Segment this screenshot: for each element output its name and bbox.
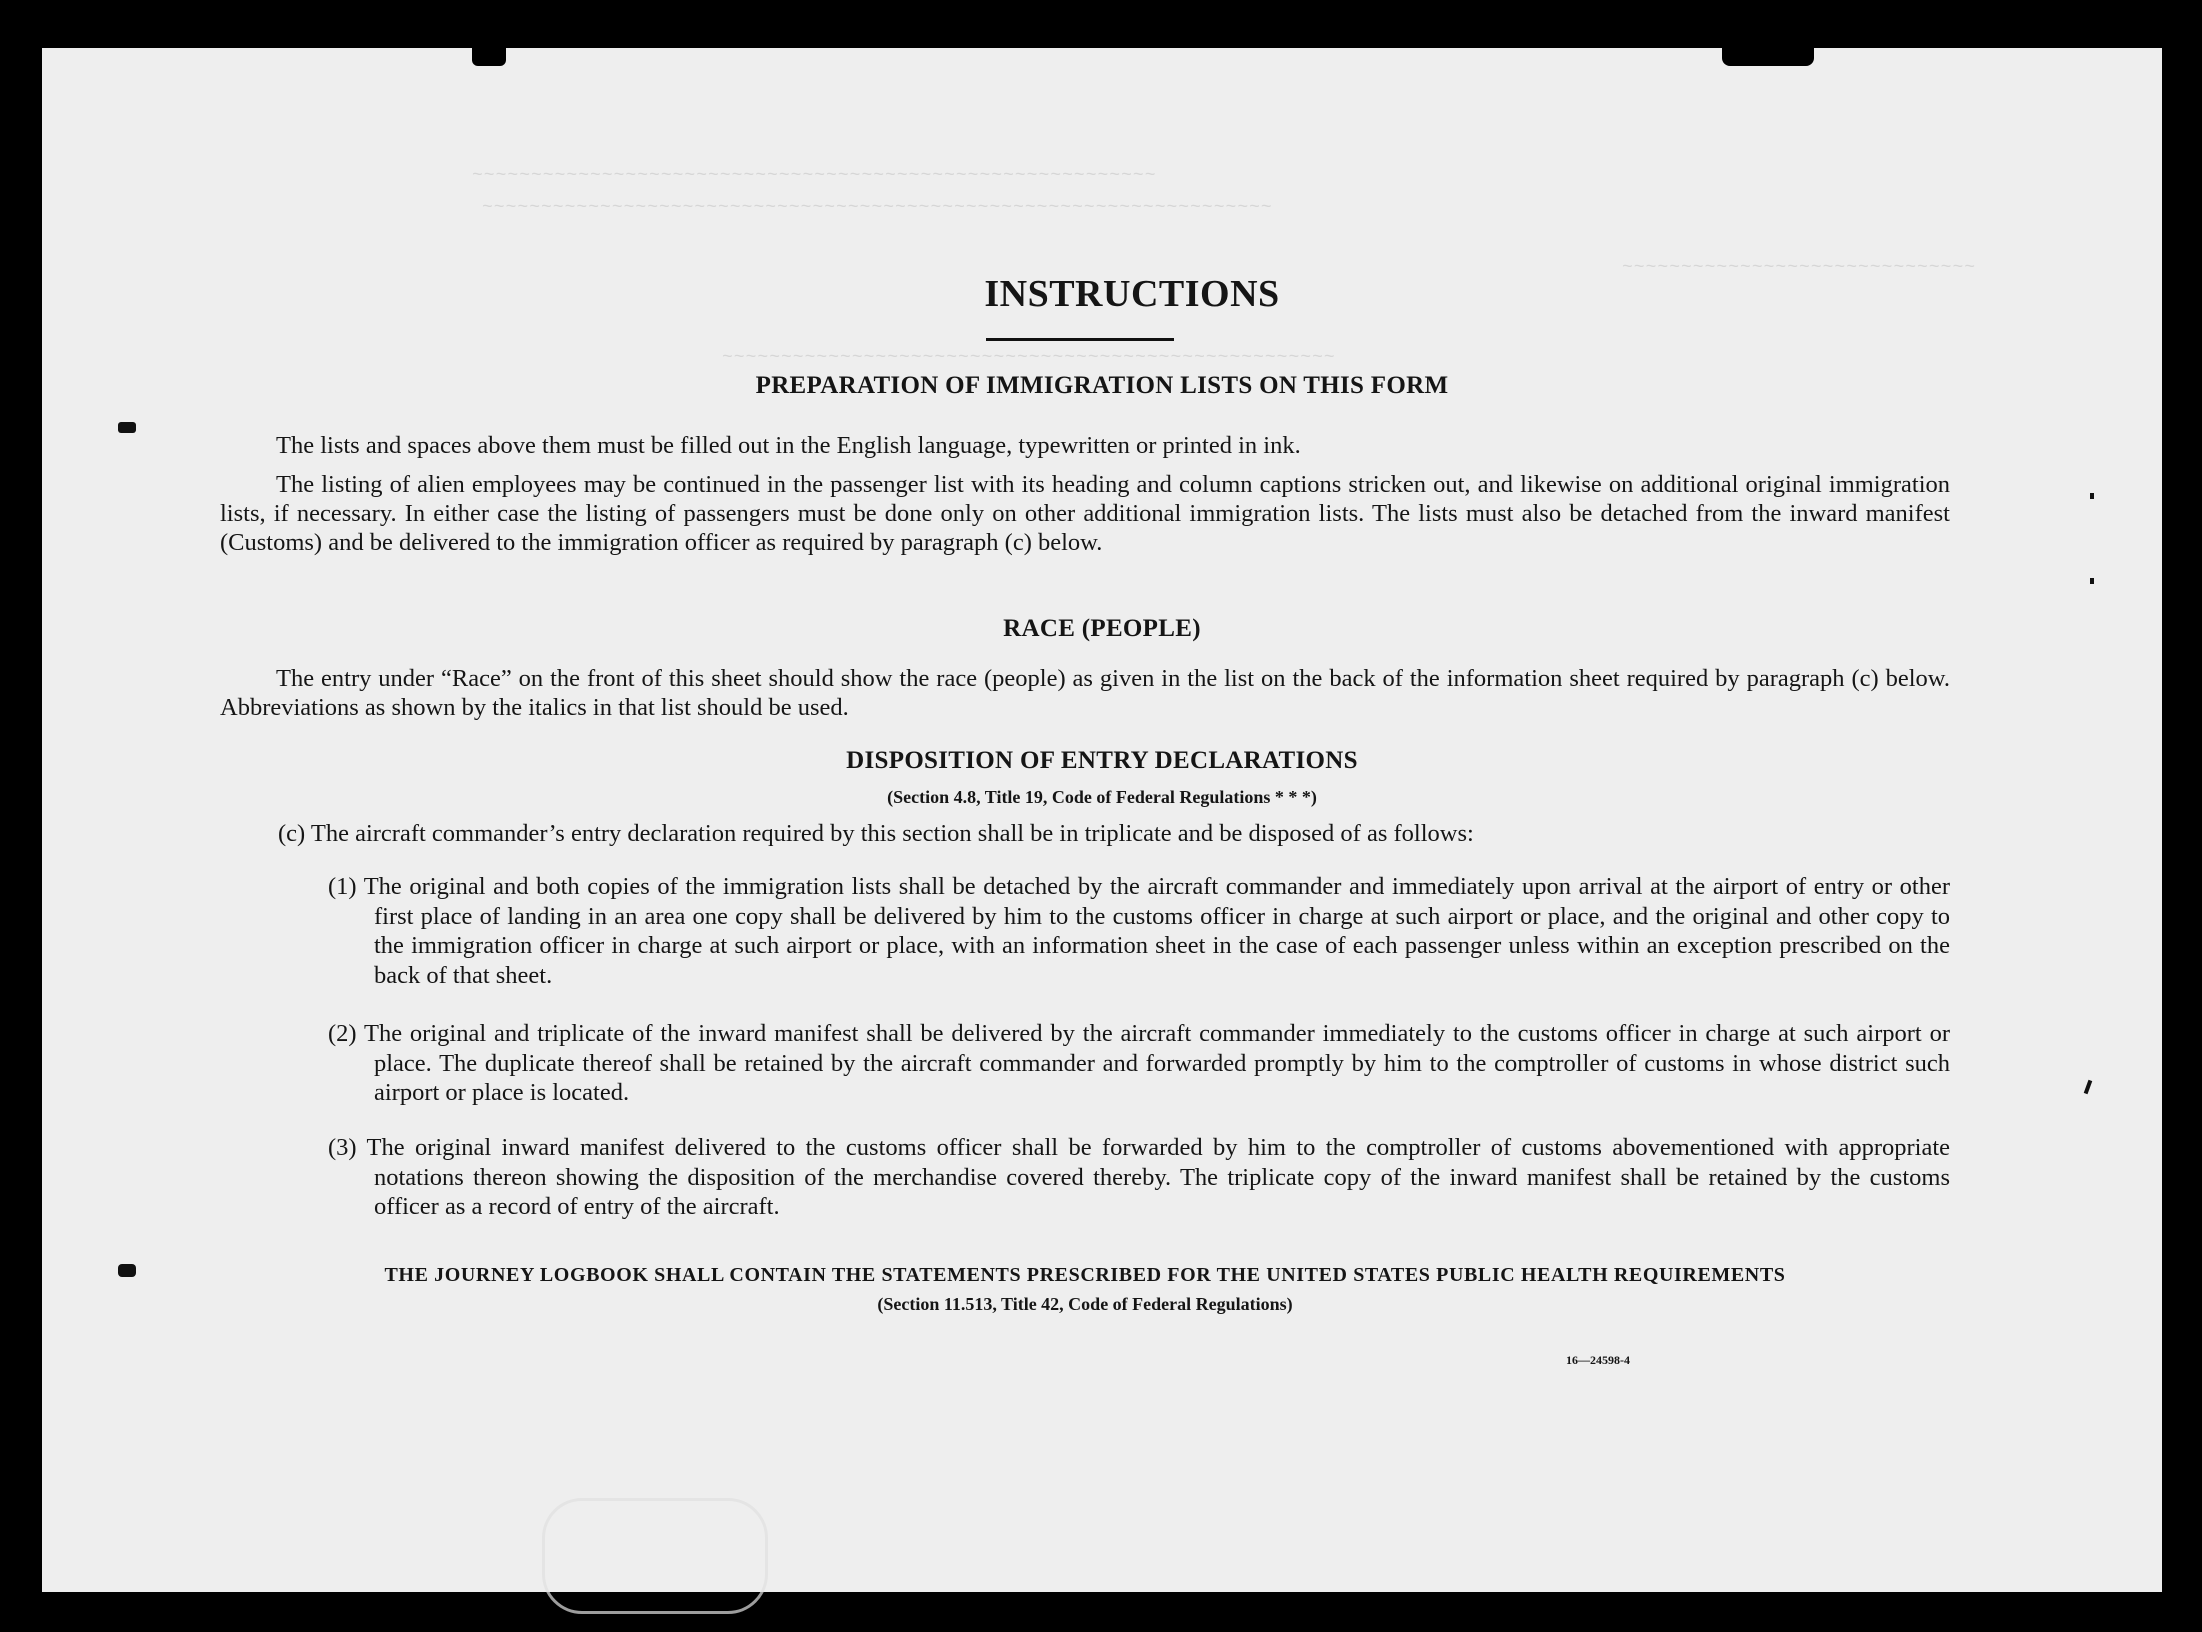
edge-mark bbox=[2090, 493, 2094, 499]
bleed-through-text: ~~~~~~~~~~~~~~~~~~~~~~~~~~~~~~~~~~~~~~~~~~~~~~~~~~~~ bbox=[722, 348, 1336, 368]
race-paragraph: The entry under “Race” on the front of this sheet should show the race (people) as given in the list on the back of the information sheet required by paragraph (c) below. Abbreviations as shown by the italics in that list should be used. bbox=[220, 665, 1950, 721]
edge-mark bbox=[2090, 578, 2094, 584]
page-title: INSTRUCTIONS bbox=[984, 273, 1280, 315]
document-page bbox=[42, 48, 2162, 1592]
disposition-item-2: (2) The original and triplicate of the inward manifest shall be delivered by the aircraft commander immediately to the customs officer in charge at such airport or place. The duplicate thereof shall be retained by the aircraft commander and forwarded promptly by him to the comptroller of customs in whose district such airport or place is located. bbox=[328, 1020, 1950, 1106]
preparation-paragraph-2: The listing of alien employees may be continued in the passenger list with its heading and column captions stricken out, and likewise on additional original immigration lists, if necessary. In either case the listing of passengers must be done only on other additional immigration lists. The lists must also be detached from the inward manifest (Customs) and be delivered to the immigration officer as required by paragraph (c) below. bbox=[220, 471, 1950, 556]
edge-mark bbox=[2084, 1080, 2093, 1095]
faint-handwriting bbox=[542, 1498, 768, 1614]
section-heading-preparation: PREPARATION OF IMMIGRATION LISTS ON THIS FORM bbox=[755, 372, 1449, 399]
title-underline bbox=[986, 338, 1174, 341]
preparation-paragraph-1: The lists and spaces above them must be filled out in the English language, typewritten or printed in ink. bbox=[276, 432, 1301, 459]
footer-requirement: THE JOURNEY LOGBOOK SHALL CONTAIN THE STATEMENTS PRESCRIBED FOR THE UNITED STATES PUBLIC HEALTH REQUIREMENTS bbox=[384, 1264, 1786, 1286]
edge-mark bbox=[118, 1264, 136, 1277]
disposition-item-3: (3) The original inward manifest delivered to the customs officer shall be forwarded by him to the comptroller of customs abovementioned with appropriate notations thereon showing the disposition of the merchandise covered thereby. The triplicate copy of the inward manifest shall be retained by the customs officer as a record of entry of the aircraft. bbox=[328, 1134, 1950, 1220]
disposition-intro: (c) The aircraft commander’s entry declaration required by this section shall be in triplicate and be disposed of as follows: bbox=[278, 820, 1474, 847]
footer-citation: (Section 11.513, Title 42, Code of Federal Regulations) bbox=[877, 1294, 1293, 1314]
disposition-item-1: (1) The original and both copies of the immigration lists shall be detached by the aircraft commander and immediately upon arrival at the airport of entry or other first place of landing in an area one copy shall be delivered by him to the customs officer in charge at such airport or place, and the original and other copy to the immigration officer in charge at such airport or place, with an information sheet in the case of each passenger unless within an exception prescribed on the back of that sheet. bbox=[328, 873, 1950, 989]
bleed-through-text: ~~~~~~~~~~~~~~~~~~~~~~~~~~~~~~ bbox=[1622, 258, 1977, 278]
bleed-through-text: ~~~~~~~~~~~~~~~~~~~~~~~~~~~~~~~~~~~~~~~~~~~~~~~~~~~~~~~~~~ bbox=[472, 166, 1157, 186]
disposition-citation: (Section 4.8, Title 19, Code of Federal Regulations * * *) bbox=[887, 787, 1317, 807]
binding-tab bbox=[472, 40, 506, 66]
section-heading-disposition: DISPOSITION OF ENTRY DECLARATIONS bbox=[846, 747, 1358, 774]
form-number: 16—24598-4 bbox=[1566, 1353, 1630, 1367]
section-heading-race: RACE (PEOPLE) bbox=[1003, 615, 1201, 642]
edge-mark bbox=[118, 422, 136, 433]
bleed-through-text: ~~~~~~~~~~~~~~~~~~~~~~~~~~~~~~~~~~~~~~~~~~~~~~~~~~~~~~~~~~~~~~~~~~~ bbox=[482, 198, 1273, 218]
binding-tab bbox=[1722, 40, 1814, 66]
